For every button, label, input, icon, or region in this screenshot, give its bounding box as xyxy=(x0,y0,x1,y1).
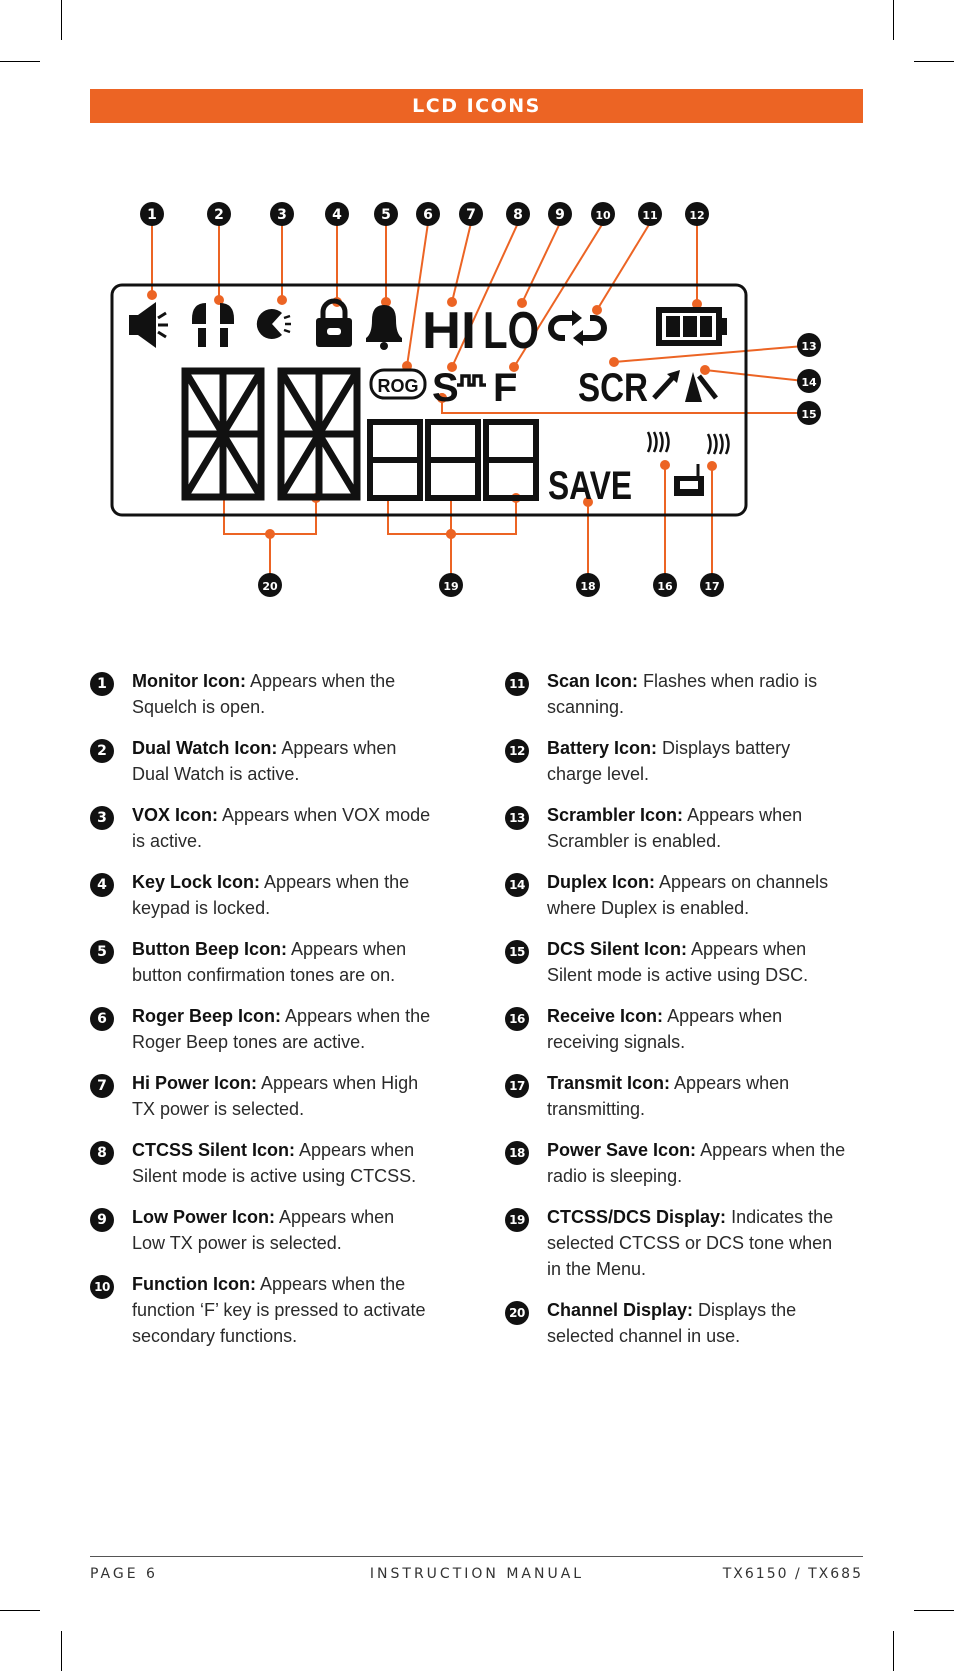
legend-item xyxy=(90,735,460,787)
callout-number: 11 xyxy=(642,209,658,222)
legend-item xyxy=(90,1137,460,1189)
receive-icon xyxy=(648,432,669,452)
hi-power-icon: HI xyxy=(422,302,476,360)
legend-title: Button Beep Icon: xyxy=(132,939,287,959)
legend-description: Appears when the radio is sleeping. xyxy=(547,1140,846,1186)
legend-item xyxy=(90,1070,460,1122)
callout-badge xyxy=(439,573,463,597)
legend-item xyxy=(90,1271,460,1349)
legend-number-badge: 18 xyxy=(505,1141,529,1165)
callout-badge xyxy=(700,573,724,597)
legend-item xyxy=(505,802,875,854)
leader-dot xyxy=(701,366,709,374)
legend-title: Monitor Icon: xyxy=(132,671,246,691)
callout-number: 3 xyxy=(277,207,287,223)
legend-text xyxy=(132,1204,432,1256)
legend-text xyxy=(547,936,847,988)
model-number: TX6150 / TX685 xyxy=(722,1566,863,1582)
legend-text xyxy=(547,1003,847,1055)
legend-text xyxy=(547,1137,847,1189)
legend-title: CTCSS/DCS Display: xyxy=(547,1207,727,1227)
crop-mark xyxy=(61,1631,62,1671)
leader-dot xyxy=(215,296,223,304)
callout-badge xyxy=(374,202,398,226)
legend-number-badge: 2 xyxy=(90,739,114,763)
leader-dot xyxy=(593,306,601,314)
callout-badge xyxy=(506,202,530,226)
callout-number: 9 xyxy=(555,207,565,223)
legend-item xyxy=(90,1003,460,1055)
callout-badge xyxy=(638,202,662,226)
legend-title: DCS Silent Icon: xyxy=(547,939,688,959)
radio-body-icon xyxy=(674,464,704,496)
legend-title: Receive Icon: xyxy=(547,1006,664,1026)
legend-description: Appears when High TX power is selected. xyxy=(132,1073,419,1119)
crop-mark xyxy=(893,1631,894,1671)
callout-number: 10 xyxy=(595,209,611,222)
legend-title: Roger Beep Icon: xyxy=(132,1006,282,1026)
page-number: PAGE 6 xyxy=(90,1566,158,1582)
legend-item xyxy=(505,1137,875,1189)
legend-description: Indicates the selected CTCSS or DCS tone when in the Menu. xyxy=(547,1207,834,1279)
dcs-silent-icon xyxy=(457,376,486,385)
legend-title: Dual Watch Icon: xyxy=(132,738,278,758)
callout-badge xyxy=(207,202,231,226)
lcd-diagram xyxy=(0,180,954,620)
callout-badge xyxy=(685,202,709,226)
legend-title: Duplex Icon: xyxy=(547,872,656,892)
leader-dot xyxy=(447,530,455,538)
rog-label: ROG xyxy=(377,376,419,396)
legend-title: Hi Power Icon: xyxy=(132,1073,258,1093)
legend-description: Appears when VOX mode is active. xyxy=(132,805,431,851)
low-power-icon: LO xyxy=(483,302,539,360)
leader-line xyxy=(597,223,650,310)
legend-item xyxy=(505,1003,875,1055)
legend-number-badge: 7 xyxy=(90,1074,114,1098)
legend-item xyxy=(505,869,875,921)
callout-badge xyxy=(653,573,677,597)
segment-digit xyxy=(185,371,261,497)
callout-number: 12 xyxy=(689,209,705,222)
legend-right-column xyxy=(505,668,875,1364)
scrambler-icon: SCR xyxy=(578,366,649,410)
callout-number: 14 xyxy=(801,376,817,389)
roger-beep-icon xyxy=(371,370,425,398)
power-save-icon: SAVE xyxy=(548,464,632,508)
legend-number-badge: 11 xyxy=(505,672,529,696)
crop-mark xyxy=(0,61,40,62)
legend-text xyxy=(547,1070,847,1122)
segment-digit xyxy=(428,422,478,498)
crop-mark xyxy=(914,61,954,62)
legend-title: CTCSS Silent Icon: xyxy=(132,1140,296,1160)
duplex-icon xyxy=(654,370,716,402)
callout-badge xyxy=(140,202,164,226)
legend-text xyxy=(132,735,432,787)
legend-number-badge: 13 xyxy=(505,806,529,830)
legend-number-badge: 9 xyxy=(90,1208,114,1232)
callout-number: 5 xyxy=(381,207,391,223)
legend-item xyxy=(505,1204,875,1282)
legend-number-badge: 12 xyxy=(505,739,529,763)
callout-badge xyxy=(258,573,282,597)
legend-description: Flashes when radio is scanning. xyxy=(547,671,818,717)
channel-display xyxy=(185,371,357,497)
legend-number-badge: 1 xyxy=(90,672,114,696)
legend-item xyxy=(505,1070,875,1122)
legend-title: Scan Icon: xyxy=(547,671,639,691)
legend-number-badge: 6 xyxy=(90,1007,114,1031)
legend-title: Transmit Icon: xyxy=(547,1073,671,1093)
legend-description: Appears when the Squelch is open. xyxy=(132,671,396,717)
key-lock-icon xyxy=(316,301,352,347)
legend-description: Appears when Silent mode is active using CTCSS. xyxy=(132,1140,417,1186)
legend-number-badge: 20 xyxy=(505,1301,529,1325)
legend-text xyxy=(547,802,847,854)
legend-number-badge: 3 xyxy=(90,806,114,830)
legend-item xyxy=(90,1204,460,1256)
dual-watch-icon xyxy=(192,303,234,347)
legend-number-badge: 19 xyxy=(505,1208,529,1232)
leader-dot xyxy=(708,462,716,470)
legend-description: Appears on channels where Duplex is enabled. xyxy=(547,872,829,918)
legend-number-badge: 16 xyxy=(505,1007,529,1031)
ctcss-dcs-display xyxy=(370,422,536,498)
segment-digit xyxy=(281,371,357,497)
leader-dot xyxy=(610,358,618,366)
callout-number: 18 xyxy=(580,580,596,593)
callout-number: 8 xyxy=(513,207,523,223)
legend-text xyxy=(547,1297,847,1349)
callout-number: 19 xyxy=(443,580,459,593)
legend-title: Function Icon: xyxy=(132,1274,256,1294)
section-title: LCD ICONS xyxy=(412,95,541,117)
legend-text xyxy=(547,668,847,720)
legend-number-badge: 8 xyxy=(90,1141,114,1165)
legend-text xyxy=(547,869,847,921)
crop-mark xyxy=(61,0,62,40)
legend-text xyxy=(132,802,432,854)
legend-text xyxy=(132,869,432,921)
legend-text xyxy=(132,1070,432,1122)
leader-line xyxy=(705,370,804,381)
legend-description: Displays the selected channel in use. xyxy=(547,1300,797,1346)
legend-title: Battery Icon: xyxy=(547,738,658,758)
legend-description: Appears when Dual Watch is active. xyxy=(132,738,397,784)
callout-number: 6 xyxy=(423,207,433,223)
footer-rule xyxy=(90,1556,863,1557)
callout-number: 13 xyxy=(801,340,817,353)
callout-number: 17 xyxy=(704,580,720,593)
monitor-icon xyxy=(129,302,168,348)
callout-badge xyxy=(797,401,821,425)
legend-item xyxy=(90,936,460,988)
legend-item xyxy=(505,735,875,787)
legend-title: Power Save Icon: xyxy=(547,1140,697,1160)
callout-number: 4 xyxy=(332,207,342,223)
legend-number-badge: 10 xyxy=(90,1275,114,1299)
legend-title: Low Power Icon: xyxy=(132,1207,276,1227)
legend-text xyxy=(132,936,432,988)
callout-badge xyxy=(797,369,821,393)
legend-text xyxy=(547,1204,847,1282)
callout-badge xyxy=(459,202,483,226)
crop-mark xyxy=(0,1610,40,1611)
segment-digit xyxy=(370,422,420,498)
callout-badge xyxy=(270,202,294,226)
leader-line xyxy=(614,346,804,362)
button-beep-icon xyxy=(366,305,402,350)
leader-dot xyxy=(148,291,156,299)
legend-number-badge: 15 xyxy=(505,940,529,964)
legend-item xyxy=(505,1297,875,1349)
crop-mark xyxy=(914,1610,954,1611)
legend-item xyxy=(505,936,875,988)
legend-number-badge: 14 xyxy=(505,873,529,897)
transmit-icon xyxy=(708,434,729,454)
legend-number-badge: 5 xyxy=(90,940,114,964)
function-icon: F xyxy=(493,366,518,410)
legend-description: Appears when transmitting. xyxy=(547,1073,790,1119)
legend-item xyxy=(90,802,460,854)
leader-line xyxy=(522,223,560,303)
ctcss-silent-icon: S xyxy=(432,366,459,410)
legend-text xyxy=(132,1137,432,1189)
leader-dot xyxy=(278,296,286,304)
legend-title: Channel Display: xyxy=(547,1300,694,1320)
vox-icon xyxy=(257,309,291,339)
legend-title: Key Lock Icon: xyxy=(132,872,261,892)
segment-digit xyxy=(486,422,536,498)
callout-number: 2 xyxy=(214,207,224,223)
callout-number: 1 xyxy=(147,207,157,223)
legend-description: Appears when Silent mode is active using DSC. xyxy=(547,939,809,985)
leader-dot xyxy=(661,461,669,469)
leader-dot xyxy=(693,300,701,308)
callout-badge xyxy=(797,333,821,357)
legend-text xyxy=(547,735,847,787)
legend-item xyxy=(90,668,460,720)
callout-number: 16 xyxy=(657,580,673,593)
legend-item xyxy=(505,668,875,720)
legend-description: Appears when Low TX power is selected. xyxy=(132,1207,395,1253)
legend-left-column xyxy=(90,668,460,1364)
callout-number: 7 xyxy=(466,207,476,223)
legend-title: Scrambler Icon: xyxy=(547,805,684,825)
callout-badge xyxy=(548,202,572,226)
manual-title: INSTRUCTION MANUAL xyxy=(369,1566,585,1582)
leader-dot xyxy=(382,298,390,306)
battery-icon xyxy=(656,307,727,346)
legend-number-badge: 17 xyxy=(505,1074,529,1098)
legend-description: Appears when the Roger Beep tones are active. xyxy=(132,1006,431,1052)
legend-item xyxy=(90,869,460,921)
legend-title: VOX Icon: xyxy=(132,805,219,825)
callout-badge xyxy=(325,202,349,226)
legend-description: Appears when the keypad is locked. xyxy=(132,872,410,918)
legend-number-badge: 4 xyxy=(90,873,114,897)
legend-text xyxy=(132,1271,432,1349)
scan-icon xyxy=(551,310,604,346)
legend-description: Displays battery charge level. xyxy=(547,738,791,784)
section-banner xyxy=(90,89,863,123)
leader-line xyxy=(452,223,471,302)
legend-description: Appears when receiving signals. xyxy=(547,1006,783,1052)
legend-description: Appears when Scrambler is enabled. xyxy=(547,805,803,851)
crop-mark xyxy=(893,0,894,40)
callout-badge xyxy=(416,202,440,226)
legend-text xyxy=(132,668,432,720)
legend-description: Appears when button confirmation tones are on. xyxy=(132,939,407,985)
callout-number: 15 xyxy=(801,408,817,421)
callout-number: 20 xyxy=(262,580,278,593)
callout-badge xyxy=(591,202,615,226)
legend-text xyxy=(132,1003,432,1055)
callout-badge xyxy=(576,573,600,597)
legend-description: Appears when the function ‘F’ key is pressed to activate secondary functions. xyxy=(132,1274,426,1346)
